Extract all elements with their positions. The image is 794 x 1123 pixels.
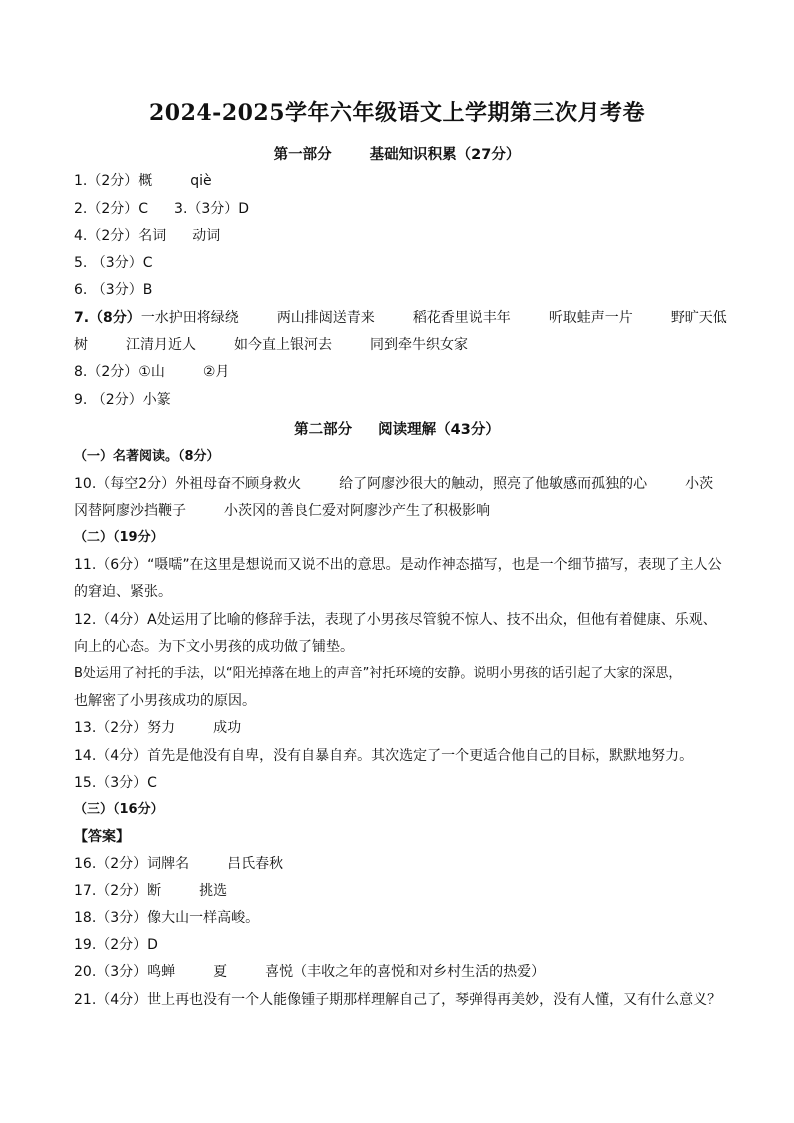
answer-q10-line2 [74,501,734,521]
q7-answer: 如今直上银河去 [234,337,332,353]
section-heading: （三）（16分） [74,802,164,817]
part2-heading-title: 阅读理解（43分） [378,422,500,438]
q20-label: 20.（3分） [74,964,148,980]
q10-answer: 小茨冈的善良仁爱对阿廖沙产生了积极影响 [224,503,490,519]
q1-label: 1.（2分） [74,173,139,189]
part2-heading [0,418,794,439]
answer-q1 [74,171,734,191]
section-heading: （一）名著阅读。（8分） [74,449,220,464]
answer-q11-line1: 11.（6分）“嗫嚅”在这里是想说而又说不出的意思。是动作神态描写，也是一个细节描写，表现了主人公 [74,557,722,573]
page-title: 2024-2025学年六年级语文上学期第三次月考卷 [148,100,646,126]
answer-q13 [74,718,734,738]
q8-label: 8.（2分） [74,364,139,380]
q7-answer: 两山排闼送青来 [276,310,375,326]
answer-q14: 14.（4分）首先是他没有自卑，没有自暴自弃。其次选定了一个更适合他自己的目标，默默地努力。 [74,748,694,764]
q7-answer: 稻花香里说丰年 [412,310,511,326]
answer-q8 [74,362,734,382]
q7-answer: 江清月近人 [126,337,196,353]
answer-q20 [74,962,734,982]
answer-q19: 19.（2分）D [74,937,158,953]
answer-q2-q3 [74,199,734,219]
answer-q16 [74,854,734,874]
answer-q7-line2 [74,335,734,355]
q4-label: 4.（2分） [74,228,139,244]
answer-q9: 9. （2分）小篆 [74,392,171,408]
q20-answer-b: 夏 [213,964,228,980]
answer-tag: 【答案】 [74,829,130,845]
answer-q7-line1 [74,308,734,328]
answer-q4 [74,226,734,246]
q7-answer: 听取蛙声一片 [548,310,633,326]
answer-q21: 21.（4分）世上再也没有一个人能像锺子期那样理解自己了，琴弹得再美妙，没有人懂，又有什么意义？ [74,992,722,1008]
q16-label: 16.（2分） [74,856,148,872]
answer-q12-line4: 也解密了小男孩成功的原因。 [74,693,256,709]
answer-q6: 6. （3分）B [74,282,153,298]
q1-answer-a: 概 [138,173,153,189]
q1-answer-b: qiè [190,173,212,189]
section-heading: （二）（19分） [74,530,164,545]
q17-answer-a: 断 [147,883,162,899]
answer-q12-line1: 12.（4分）A处运用了比喻的修辞手法，表现了小男孩尽管貌不惊人、技不出众，但他有着健康、乐观、 [74,612,717,628]
q16-answer-b: 吕氏春秋 [227,856,284,872]
q10-label: 10.（每空2分） [74,476,176,492]
answer-q12-line3: B处运用了衬托的手法，以“阳光掉落在地上的声音”衬托环境的安静。说明小男孩的话引起了大家的深思， [74,666,682,681]
q7-answer: 一水护田将绿绕 [140,310,239,326]
answer-q5: 5. （3分）C [74,255,153,271]
q7-answer: 野旷天低 [670,310,727,326]
q16-answer-a: 词牌名 [147,856,190,872]
q17-label: 17.（2分） [74,883,148,899]
q2-answer: 2.（2分）C [74,201,149,217]
q13-answer-b: 成功 [213,720,242,736]
answer-q17 [74,881,734,901]
q20-answer-c: 喜悦（丰收之年的喜悦和对乡村生活的热爱） [265,964,546,980]
q17-answer-b: 挑选 [199,883,228,899]
q13-answer-a: 努力 [147,720,176,736]
answer-q15: 15.（3分）C [74,775,157,791]
answer-q18: 18.（3分）像大山一样高峻。 [74,910,260,926]
part1-heading-label: 第一部分 [273,147,332,163]
answer-q12-line2: 向上的心态。为下文小男孩的成功做了铺垫。 [74,639,354,655]
q10-answer: 给了阿廖沙很大的触动，照亮了他敏感而孤独的心 [339,476,648,492]
q8-answer-a: ①山 [138,364,165,380]
q7-answer: 树 [74,337,88,353]
q10-answer: 外祖母奋不顾身救火 [175,476,302,492]
q4-answer-a: 名词 [138,228,167,244]
q8-answer-b: ②月 [202,364,230,380]
q4-answer-b: 动词 [192,228,221,244]
q3-answer: 3.（3分）D [174,201,250,217]
part2-heading-label: 第二部分 [294,422,353,438]
part1-heading-title: 基础知识积累（27分） [369,147,521,163]
q7-label: 7.（8分） [74,310,141,326]
q10-answer: 小茨 [685,476,714,492]
q7-answer: 同到牵牛织女家 [370,337,468,353]
q10-answer: 冈替阿廖沙挡鞭子 [74,503,186,519]
q13-label: 13.（2分） [74,720,148,736]
part1-heading [0,143,794,164]
answer-q11-line2: 的窘迫、紧张。 [74,584,172,600]
q20-answer-a: 鸣蝉 [147,964,176,980]
answer-q10-line1 [74,474,734,494]
